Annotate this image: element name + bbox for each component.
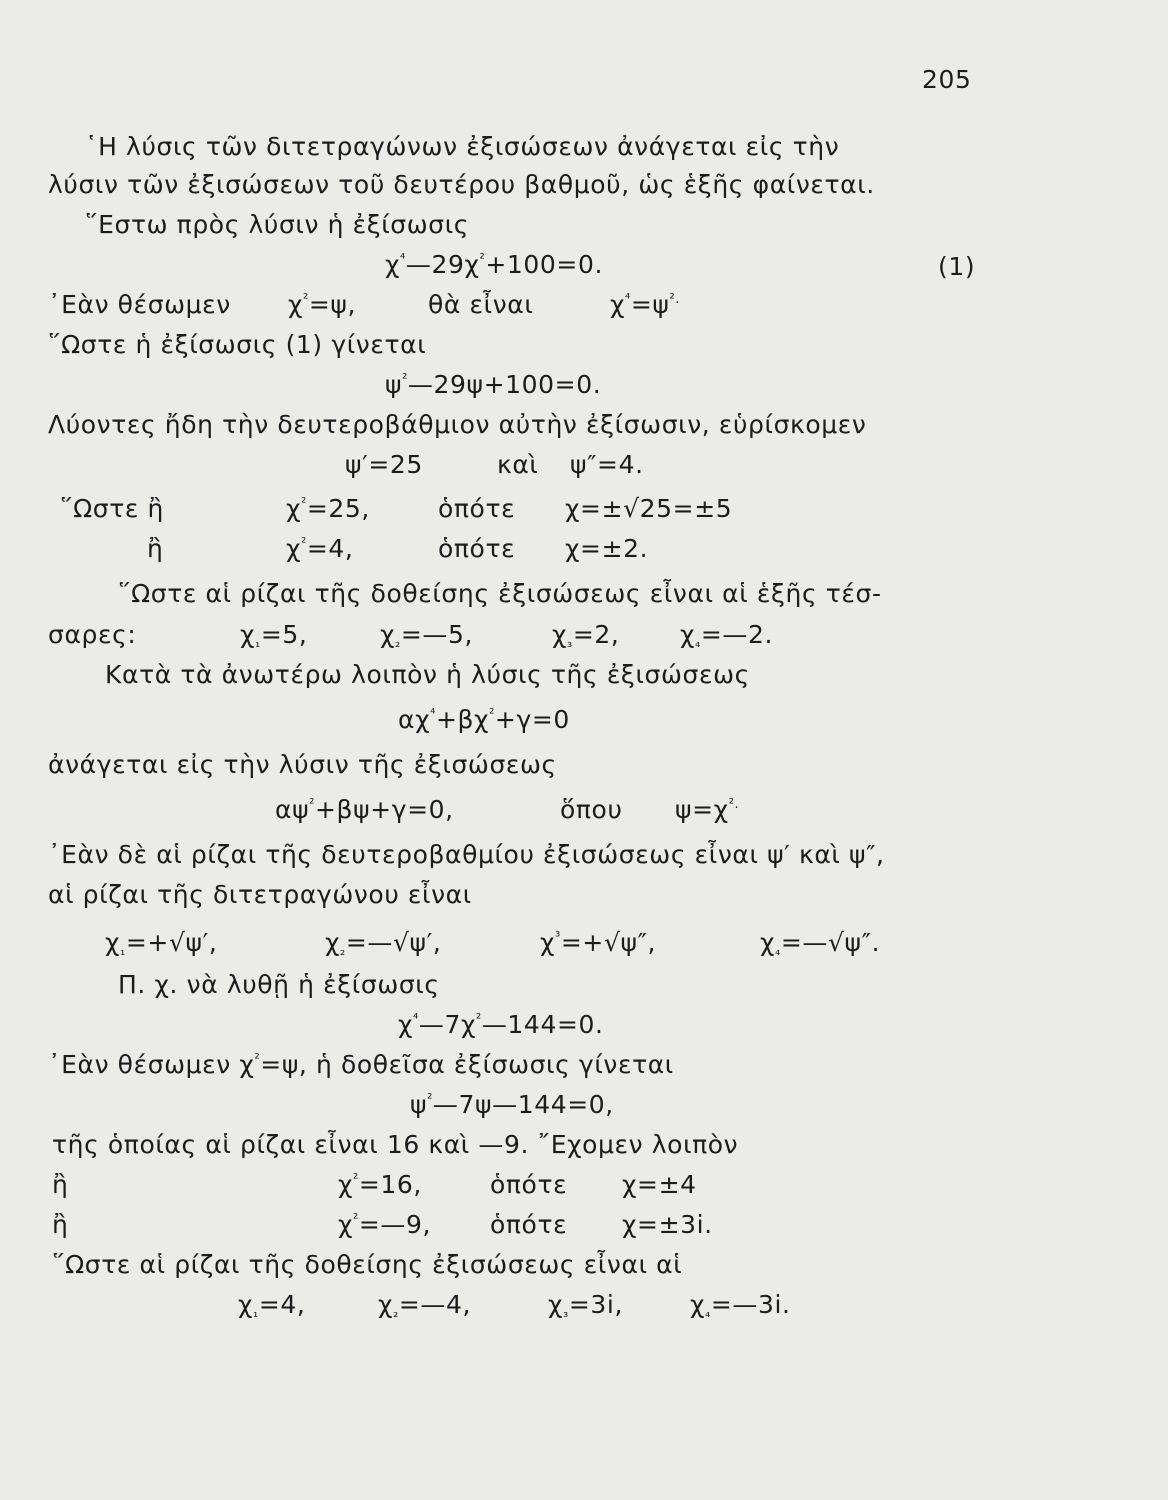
text-line: ᾿Εὰν δὲ αἱ ρίζαι τῆς δευτεροβαθμίου ἐξισώσεως εἶναι ψ′ καὶ ψ″, xyxy=(48,840,885,869)
math-expression: χ=±3i. xyxy=(622,1210,713,1239)
math-expression: $\chi^{^2}=—9$, xyxy=(338,1210,432,1239)
text-line: ἢ xyxy=(52,1210,69,1239)
text-line: τῆς ὁποίας αἱ ρίζαι εἶναι 16 καὶ —9. ῎Εχομεν λοιπὸν xyxy=(52,1130,739,1159)
equation: $\psi^{^2}—7\psi—144=0$, xyxy=(410,1090,614,1119)
math-expression: $\chi^{^2}=4$, xyxy=(286,534,354,563)
math-expression: $\chi^{^3}=+√\psi''$, xyxy=(540,928,657,957)
text-line: ἢ xyxy=(147,534,164,563)
text-line: ῾Η λύσις τῶν διτετραγώνων ἐξισώσεων ἀνάγεται εἰς τὴν xyxy=(85,132,840,161)
math-expression: $\chi_{_3}=2$, xyxy=(552,620,620,651)
text-line: αἱ ρίζαι τῆς διτετραγώνου εἶναι xyxy=(48,880,472,909)
text-line: λύσιν τῶν ἐξισώσεων τοῦ δευτέρου βαθμοῦ, ὡς ἑξῆς φαίνεται. xyxy=(48,170,875,199)
math-expression: $\chi_{_1}=+√\psi'$, xyxy=(105,928,218,959)
text-line: ῞Ωστε αἱ ρίζαι τῆς δοθείσης ἐξισώσεως εἶναι αἱ ἑξῆς τέσ- xyxy=(118,579,882,608)
math-expression: $\chi^{^2}=25$, xyxy=(286,494,370,523)
math-expression: χ=±√25=±5 xyxy=(565,494,733,523)
text-line: καὶ xyxy=(497,450,539,479)
text-line: ᾿Εὰν θέσωμεν xyxy=(48,290,231,319)
text-line: ῞Ωστε αἱ ρίζαι τῆς δοθείσης ἐξισώσεως εἶναι αἱ xyxy=(52,1250,683,1279)
math-expression: ψ″=4. xyxy=(570,450,644,479)
math-expression: $\chi_{_1}=5$, xyxy=(240,620,308,651)
equation-number: (1) xyxy=(938,252,976,281)
text-line: Λύοντες ἤδη τὴν δευτεροβάθμιον αὐτὴν ἐξίσωσιν, εὑρίσκομεν xyxy=(48,410,867,439)
math-expression: $\chi_{_4}=—√\psi''$. xyxy=(760,928,881,959)
text-line: ῞Εστω πρὸς λύσιν ἡ ἐξίσωσις xyxy=(85,210,470,239)
math-expression: $\chi_{_1}=4$, xyxy=(238,1290,306,1321)
page-number: 205 xyxy=(922,65,972,94)
math-expression: $\psi=\chi^{^2.}$ xyxy=(675,795,740,824)
text-line: Κατὰ τὰ ἀνωτέρω λοιπὸν ἡ λύσις τῆς ἐξισώσεως xyxy=(105,660,750,689)
equation: $\alpha\psi^{^2}+\beta\psi+\gamma=0$, xyxy=(275,795,454,824)
text-line: ὅπου xyxy=(560,795,623,824)
equation: $\chi^{^4}—7\chi^{^2}—144=0$. xyxy=(398,1010,604,1039)
math-expression: $\chi_{_2}=—√\psi'$, xyxy=(325,928,442,959)
math-expression: $\chi^{^4}=\psi^{^2.}$ xyxy=(610,290,681,319)
math-expression: $\chi_{_4}=—2$. xyxy=(680,620,774,651)
text-line: ὁπότε xyxy=(490,1210,568,1239)
math-expression: χ=±2. xyxy=(565,534,649,563)
text-line: ὁπότε xyxy=(438,534,516,563)
text-line: ῞Ωστε ἡ ἐξίσωσις (1) γίνεται xyxy=(48,330,427,359)
math-expression: $\chi_{_2}=—5$, xyxy=(380,620,474,651)
math-expression: ψ′=25 xyxy=(345,450,423,479)
text-line: θὰ εἶναι xyxy=(428,290,534,319)
math-expression: $\chi_{_2}=—4$, xyxy=(378,1290,472,1321)
text-line: ὁπότε xyxy=(490,1170,568,1199)
equation: $\alpha\chi^{^4}+\beta\chi^{^2}+\gamma=0$ xyxy=(398,705,570,734)
text-line: ἢ xyxy=(52,1170,69,1199)
equation-1: $\chi^{^4}—29\chi^{^2}+100=0$. xyxy=(385,250,603,279)
text-line: ῞Ωστε ἢ xyxy=(60,494,165,523)
math-expression: $\chi^{^2}=\psi$, xyxy=(288,290,357,319)
math-expression: χ=±4 xyxy=(622,1170,697,1199)
text-line: Π. χ. νὰ λυθῇ ἡ ἐξίσωσις xyxy=(118,970,440,999)
math-expression: $\chi_{_3}=3i$, xyxy=(548,1290,624,1321)
math-expression: $\chi^{^2}=16$, xyxy=(338,1170,422,1199)
text-line: ἀνάγεται εἰς τὴν λύσιν τῆς ἐξισώσεως xyxy=(48,750,557,779)
equation: $\psi^{^2}—29\psi+100=0$. xyxy=(385,370,602,399)
text-line: ὁπότε xyxy=(438,494,516,523)
text-line: σαρες: xyxy=(48,620,137,649)
math-expression: $\chi_{_4}=—3i$. xyxy=(690,1290,791,1321)
text-line: ᾿Εὰν θέσωμεν $\chi^{^2}=\psi$, ἡ δοθεῖσα ἐξίσωσις γίνεται xyxy=(48,1050,674,1079)
